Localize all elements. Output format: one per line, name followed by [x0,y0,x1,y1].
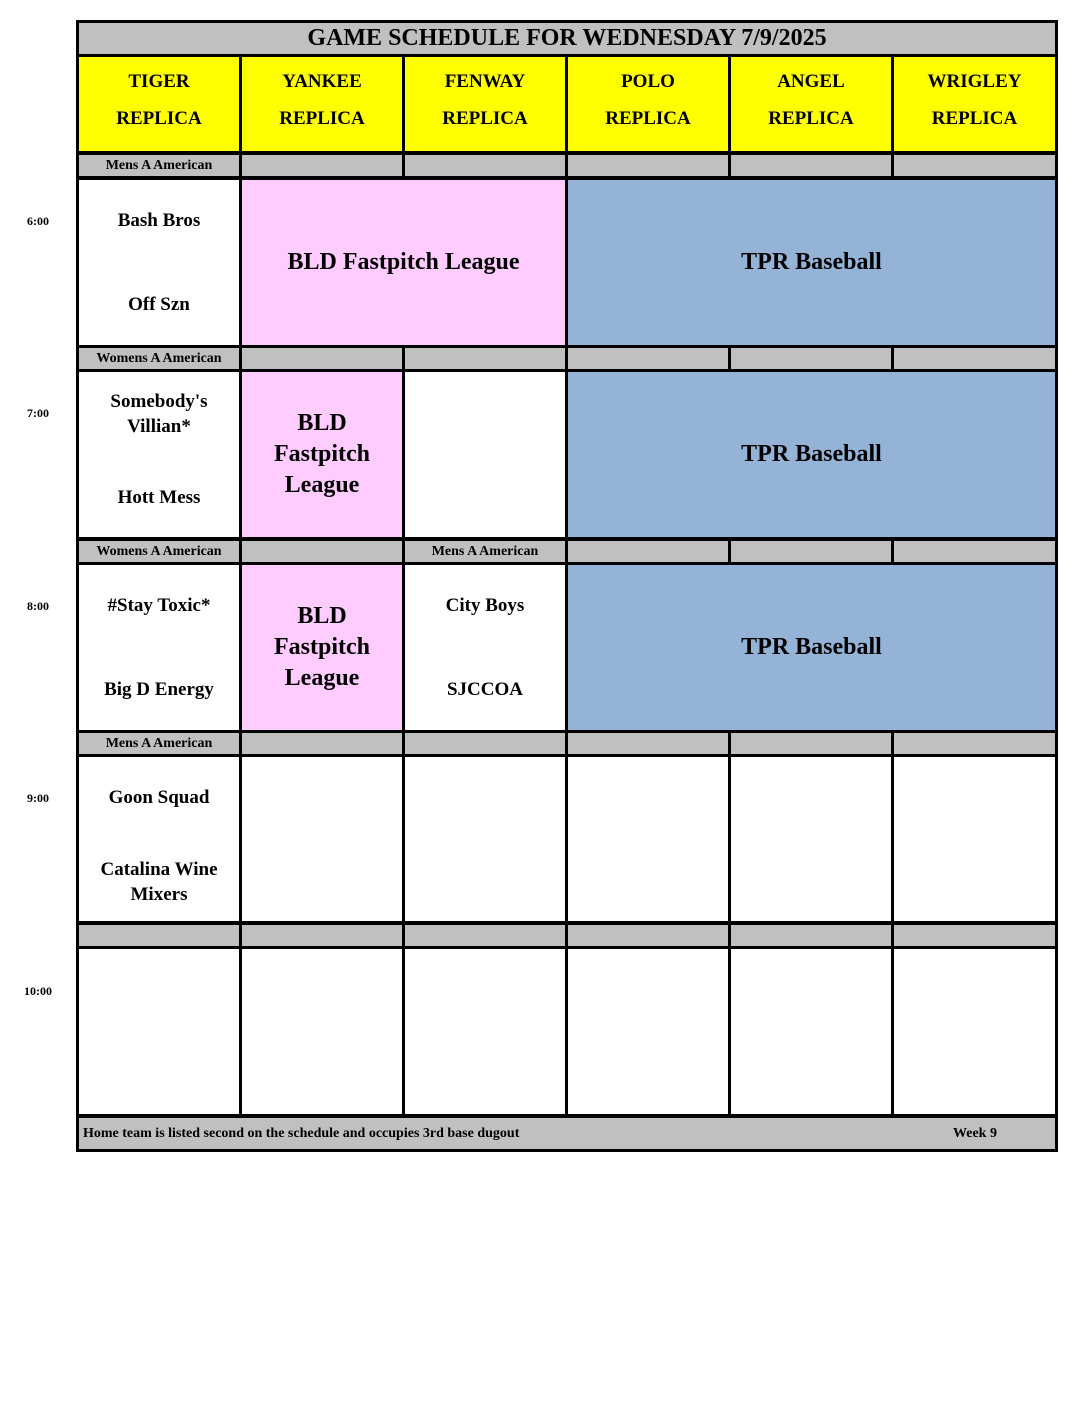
schedule-title: GAME SCHEDULE FOR WEDNESDAY 7/9/2025 [79,23,1055,54]
division-label [405,733,565,754]
division-label [242,155,402,176]
away-team: Somebody's Villian* [110,391,208,437]
game-cell-polo-10pm [568,949,728,1114]
home-team: Hott Mess [117,487,201,508]
home-team-note: Home team is listed second on the schedule and occupies 3rd base dugout [83,1126,520,1141]
game-cell-wrigley-10pm [894,949,1055,1114]
field-sub: REPLICA [768,108,854,129]
division-label [568,733,728,754]
field-sub: REPLICA [116,108,202,129]
division-label [79,925,239,946]
division-label [568,155,728,176]
game-cell-tiger-6pm [79,180,239,345]
home-team: Catalina Wine Mixers [100,859,218,905]
field-name: TIGER [128,71,190,92]
division-label [894,733,1055,754]
game-cell-fenway-10pm [405,949,565,1114]
game-cell-angel-10pm [731,949,891,1114]
division-label [242,348,402,369]
division-label [405,925,565,946]
field-sub: REPLICA [605,108,691,129]
division-label [731,155,891,176]
away-team: #Stay Toxic* [107,595,211,616]
away-team: Goon Squad [108,787,210,808]
division-label: Womens A American [79,348,239,369]
league-block-7pm [242,372,402,537]
game-cell-fenway-9pm [405,757,565,921]
field-sub: REPLICA [931,108,1018,129]
division-label [242,733,402,754]
field-name: ANGEL [777,71,845,92]
game-cell-tiger-8pm [79,565,239,730]
home-team: SJCCOA [446,679,523,700]
home-team: Off Szn [128,294,190,315]
field-header-yankee [242,57,402,151]
division-label [568,348,728,369]
away-team: City Boys [445,595,525,616]
division-label [242,925,402,946]
schedule-footer [79,1118,1055,1149]
field-name: POLO [621,71,675,92]
field-header-angel [731,57,891,151]
time-label-8pm: 8:00 [27,599,49,613]
baseball-block-6pm [568,180,1055,345]
division-label [894,541,1055,562]
division-label: Mens A American [79,155,239,176]
baseball-block-8pm [568,565,1055,730]
league-block-label: BLD Fastpitch League [274,603,370,691]
field-name: FENWAY [444,71,526,92]
time-label-10pm: 10:00 [24,984,52,998]
field-sub: REPLICA [279,108,365,129]
division-label [894,155,1055,176]
game-cell-fenway-7pm [405,372,565,537]
game-cell-yankee-9pm [242,757,402,921]
division-label [405,348,565,369]
field-sub: REPLICA [442,108,528,129]
baseball-block-label: TPR Baseball [741,249,882,275]
league-block-label: BLD Fastpitch League [274,410,370,498]
game-schedule-table [76,20,1058,1152]
division-label [894,925,1055,946]
game-cell-tiger-10pm [79,949,239,1114]
field-header-fenway [405,57,565,151]
game-cell-tiger-7pm [79,372,239,537]
field-header-polo [568,57,728,151]
division-label [894,348,1055,369]
field-name: YANKEE [282,71,362,92]
game-cell-polo-9pm [568,757,728,921]
home-team: Big D Energy [104,679,214,700]
field-name: WRIGLEY [927,71,1022,92]
division-label [731,925,891,946]
division-label: Womens A American [79,541,239,562]
league-block-label: BLD Fastpitch League [287,249,520,275]
week-label: Week 9 [953,1126,997,1141]
division-label: Mens A American [79,733,239,754]
game-cell-tiger-9pm [79,757,239,921]
time-label-9pm: 9:00 [27,791,49,805]
game-cell-fenway-8pm [405,565,565,730]
time-label-6pm: 6:00 [27,214,49,228]
division-label: Mens A American [405,541,565,562]
baseball-block-7pm [568,372,1055,537]
time-label-7pm: 7:00 [27,406,49,420]
game-cell-wrigley-9pm [894,757,1055,921]
away-team: Bash Bros [117,210,201,231]
game-cell-angel-9pm [731,757,891,921]
division-label [731,733,891,754]
division-label [568,925,728,946]
game-cell-yankee-10pm [242,949,402,1114]
baseball-block-label: TPR Baseball [741,441,882,467]
league-block-8pm [242,565,402,730]
division-label [731,541,891,562]
field-header-tiger [79,57,239,151]
division-label [731,348,891,369]
baseball-block-label: TPR Baseball [741,634,882,660]
division-label [568,541,728,562]
league-block-6pm [242,180,565,345]
field-header-wrigley [894,57,1055,151]
division-label [405,155,565,176]
division-label [242,541,402,562]
